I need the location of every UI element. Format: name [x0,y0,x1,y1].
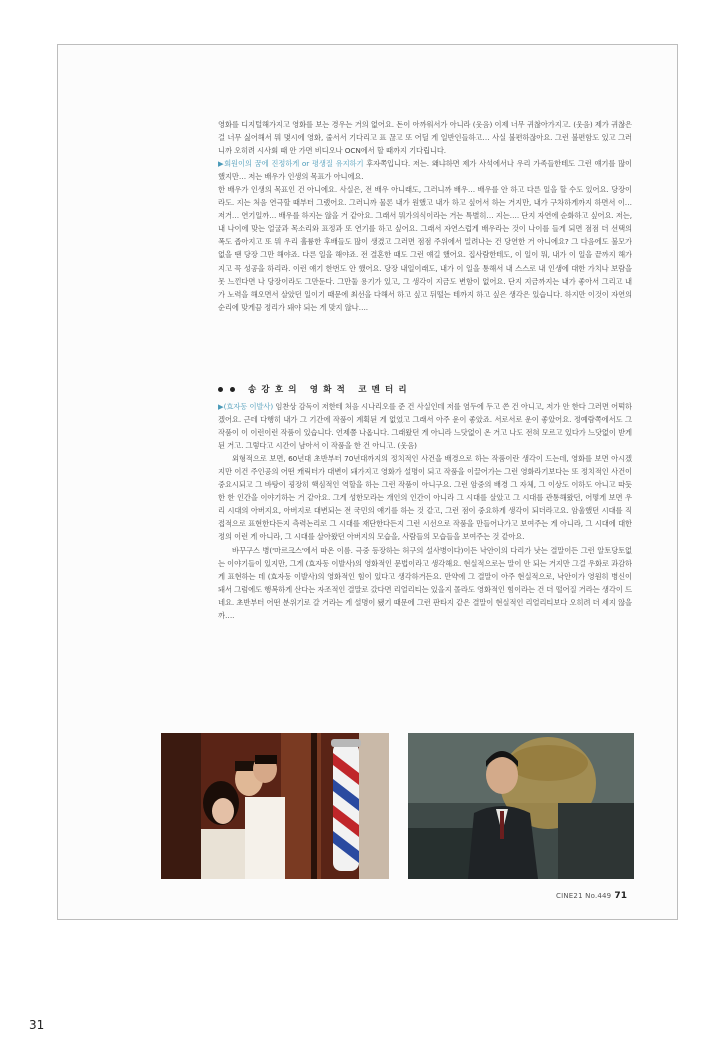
film-still-barbershop [161,733,389,879]
paragraph: 영화를 디지털해가지고 영화를 보는 경우는 거의 없어요. 돈이 아까워서가 아니라 (웃음) 이제 너무 귀찮아가지고. (웃음) 제가 귀찮은 걸 너무 싫어해서 뭐 몇시에 영화, 줄서서 기다리고 표 끊고 또 어딜 게 일반인들하고… 사실 불편하잖아요. 그런 불편함도 있고 그러니까 오히려 시사회 때 안 가면 비디오나 OCN에서 할 때까지 기다립니다. [218,120,632,156]
paragraph: 외형적으로 보면, 60년대 초반부터 70년대까지의 정치적인 사건을 배경으로 하는 작품이란 생각이 드는데, 영화를 보면 아시겠지만 이건 주인공의 어떤 캐릭터가 대변이 돼가지고 영화가 설명이 되고 작품을 이끌어가는 그런 영화라기보다는 또 정치적인 사건이 중요시되고 그 바탕이 굉장히 핵심적인 역할을 하는 그런 작품이 아니구요. 그런 암중의 배경 그 자체, 그 이상도 이하도 아니고 따듯한 한 인간을 이야기하는 거 같아요. 그게 성한모라는 개인의 인간이 아니라 그 시대를 살았고 그 시대를 관통해왔던, 어떻게 보면 우리 시대의 아버지요, 아버지로 대변되는 전 국민의 얘기를 하는 것 같고, 그런 점이 중요하게 생각이 되더라고요. 암울했던 시대를 직접적으로 표현한다든지 측력논리로 그 시대를 재단한다든지 그런 시선으로 작품을 만들어나가고 보여주는 게 아니라, 그 시대에 대한 정의 이런 게 아니라, 그 시대를 살아왔던 아버지의 모습을, 사람들의 모습들을 보여주는 것 같아요. [218,454,632,542]
magazine-footer [556,891,627,901]
section-title: 송강호의 영화적 코멘터리 [248,385,412,395]
paragraph [218,400,632,452]
paragraph-text: 임찬상 감독이 저한테 처음 시나리오를 준 건 사실인데 저를 염두에 두고 쓴 건 아니고, 저가 안 한다 그러면 어떡하겠어요. 근데 다행히 내가 그 기간에 작품이 계획된 게 없었고 그래서 아주 운이 좋았죠. 서로서로 운이 좋았어요. 정예람쪽에서도 그 작품이 이 이런이런 작품이 있습니다. 언제쯤 나옵니다. 그래왔던 게 아니라 느닷없이 온 거고 나도 전혀 모르고 있다가 느닷없이 받게 된 거고. 그렇다고 시간이 남아서 이 작품을 한 건 아니고. (웃음) [218,402,632,451]
paragraph: 바꾸구스 병('마르크스'에서 따온 이름. 극중 등장하는 허구의 설사병이다)이든 낙안이의 다리가 낫는 결말이든 그런 알토당토없는 이야기들이 있지만, 그게 (효자동 이발사)의 영화적인 문법이라고 생각해요. 현실적으로는 말이 안 되는 거지만 그걸 우화로 과감하게 표현하는 데 (효자동 이발사)의 영화적인 힘이 있다고 생각하거든요. 만약에 그 결말이 아주 현실적으로, 낙안이가 영원히 병신이 돼서 그럼에도 행복하게 산다는 자조적인 결말로 갔다면 리얼리티는 있을지 몰라도 영화적인 힘이라는 건 더 떨어질 거라는 생각이 드네요. 초반부터 어떤 분위기로 갈 거라는 게 설명이 됐기 때문에 그런 판타지 같은 결말이 현실적인 리얼리티보다 오히려 더 세지 않을까…. [218,545,632,620]
bullet-icon [230,387,235,392]
paragraph-text: 후자쪽입니다. 저는. 왜냐하면 제가 사석에서나 우리 가족들한테도 그런 얘기를 많이 했지만… 저는 배우가 인생의 목표가 아니에요. [218,159,632,182]
magazine-page-number: 71 [614,891,628,901]
paragraph: 한 배우가 인생의 목표인 건 아니에요. 사실은, 전 배우 아니래도, 그러니까 배우… 배우를 안 하고 다른 일을 할 수도 있어요. 당장이라도. 지는 처음 연극할 때부터 그랬어요. 그러니까 물론 내가 원했고 내가 하고 싶어서 하는 거지만, 내가 구차하게까지 하면서 이… 저거… 연기일까… 배우를 하지는 않을 거 같아요. 그래서 뭐가의식이라는 거는 특별히… 지는…. 단지 자연에 순화하고 싶어요. 저는, 내 나이에 맞는 얼굴과 목소리와 표정과 또 연기를 하고 싶어요. 그래서 자연스럽게 배우라는 것이 나이를 들게 되면 점점 더 선택의 폭도 좁아지고 또 뭐 우리 훌륭한 후배들도 많이 생겼고 그러면 점점 주위에서 밀려나는 건 당연한 거 아니에요? 그 다음에도 불모가 없을 땐 당장 그만 해야죠. 다른 일을 해야죠. 전 결혼한 때도 그런 얘길 했어요. 집사람한테도, 이 일이 뭐, 내가 이 일을 끝까지 해가지고 꼭 성공을 하리라. 이런 얘기 한번도 안 했어요. 당장 내일이래도, 내가 이 일을 통해서 내 스스로 내 인생에 대한 가치나 보람을 못 느낀다면 나 당장이라도 그만둔다. 그만둘 용기가 있고, 그 생각이 지금도 변함이 없어요. 단지 지금까지는 내가 좋아서 그리고 내가 노력을 해오면서 살았던 일이기 때문에 최선을 다해서 하고 싶고 뒤떨는 테까지 하고 싶은 생각은 있습니다. 하지만 이것이 자연의 순리에 맞게끔 정리가 돼야 되는 게 맞지 않나…. [218,185,632,312]
film-still-portrait [408,733,634,879]
scan-page-number: 31 [29,1018,45,1032]
article-body-bottom [218,400,632,622]
bullet-icon [218,387,223,392]
paragraph [218,157,632,183]
section-heading [218,382,518,396]
magazine-issue: CINE21 No.449 [556,892,612,900]
barber-pole-icon [331,739,361,871]
highlight-keyword: ▶(효자동 이발사) [218,402,274,411]
article-body-top [218,118,632,314]
highlight-keyword: ▶회원이의 꿈에 진정하게 or 평생질 유지하기 [218,159,364,169]
